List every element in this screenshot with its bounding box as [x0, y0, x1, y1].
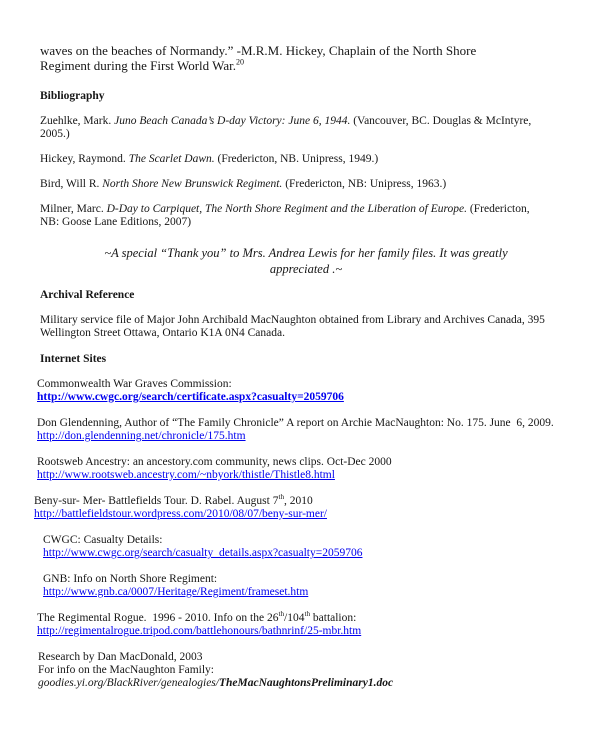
site-label: CWGC: Casualty Details: — [43, 534, 163, 546]
bib-publisher-cont: NB: Goose Lane Editions, 2007) — [40, 216, 192, 228]
internet-item-cwgc-casualty — [43, 534, 572, 560]
site-label-cont: battalion: — [310, 612, 357, 624]
internet-item-glendenning — [37, 417, 572, 443]
internet-item-beny-sur-mer — [34, 495, 572, 521]
cwgc-certificate-link[interactable]: http://www.cwgc.org/search/certificate.aspx?casualty=2059706 — [37, 391, 344, 403]
bib-publisher-cont: 2005.) — [40, 128, 70, 140]
quote-line1: waves on the beaches of Normandy.” -M.R.M. Hickey, Chaplain of the North Shore — [40, 43, 477, 58]
internet-item-gnb — [43, 573, 572, 599]
gnb-regiment-link[interactable]: http://www.gnb.ca/0007/Heritage/Regiment/frameset.htm — [43, 586, 309, 598]
footnote-reference: 20 — [236, 57, 245, 67]
bib-title: Juno Beach Canada’s D-day Victory: June 6, 1944. — [114, 115, 351, 127]
bib-title: The Scarlet Dawn. — [128, 153, 215, 165]
bib-author: Milner, Marc. — [40, 203, 107, 215]
acknowledgement-note — [40, 245, 572, 277]
site-label: GNB: Info on North Shore Regiment: — [43, 573, 218, 585]
bib-publisher: (Vancouver, BC. Douglas & McIntyre, — [350, 115, 532, 127]
internet-item-rootsweb — [37, 456, 572, 482]
quote-line2: Regiment during the First World War. — [40, 58, 237, 73]
bib-publisher: (Fredericton, NB: Unipress, 1963.) — [282, 178, 447, 190]
archival-reference-text: Military service file of Major John Archibald MacNaughton obtained from Library and Archives Canada, 395 Wellington Street Ottawa, Ontario K1A 0N4 Canada. — [40, 314, 548, 339]
rootsweb-thistle-link[interactable]: http://www.rootsweb.ancestry.com/~nbyork/thistle/Thistle8.html — [37, 469, 335, 481]
bib-publisher: (Fredericton, NB. Unipress, 1949.) — [214, 153, 379, 165]
bibliography-entry-zuehlke — [40, 115, 572, 141]
battlefieldstour-link[interactable]: http://battlefieldstour.wordpress.com/2010/08/07/beny-sur-mer/ — [34, 508, 327, 520]
ordinal-superscript: th — [278, 493, 285, 502]
internet-item-regimental-rogue — [37, 612, 572, 638]
ordinal-superscript: th — [278, 610, 285, 619]
glendenning-chronicle-link[interactable]: http://don.glendenning.net/chronicle/175.htm — [37, 430, 246, 442]
research-path-filename: TheMacNaughtonsPreliminary1.doc — [218, 677, 394, 689]
site-label: Beny-sur- Mer- Battlefields Tour. D. Rabel. August 7 — [34, 495, 279, 507]
quote-paragraph — [40, 43, 572, 73]
site-label: The Regimental Rogue. 1996 - 2010. Info on the 26 — [37, 612, 279, 624]
research-line2: For info on the MacNaughton Family: — [38, 664, 214, 676]
ordinal-superscript: th — [304, 610, 311, 619]
research-path-pre: goodies.yi.org/BlackRiver/genealogies/ — [38, 677, 219, 689]
bib-author: Bird, Will R. — [40, 178, 103, 190]
site-label: Commonwealth War Graves Commission: — [37, 378, 232, 390]
site-label-mid: /104 — [284, 612, 305, 624]
site-label: Don Glendenning, Author of “The Family Chronicle” A report on Archie MacNaughton: No. 175. June 6, 2009. — [37, 417, 554, 429]
archival-reference-heading: Archival Reference — [40, 289, 135, 301]
research-line1: Research by Dan MacDonald, 2003 — [38, 651, 203, 663]
internet-item-cwgc-certificate — [37, 378, 572, 404]
bib-author: Hickey, Raymond. — [40, 153, 129, 165]
cwgc-casualty-details-link[interactable]: http://www.cwgc.org/search/casualty_details.aspx?casualty=2059706 — [43, 547, 363, 559]
acknowledgement-line2: appreciated .~ — [269, 262, 343, 276]
research-file-path — [38, 677, 393, 689]
bibliography-heading: Bibliography — [40, 90, 105, 102]
bibliography-entry-milner — [40, 203, 572, 229]
bibliography-entry-hickey — [40, 153, 572, 166]
regimental-rogue-link[interactable]: http://regimentalrogue.tripod.com/battlehonours/bathnrinf/25-mbr.htm — [37, 625, 362, 637]
bib-title: D-Day to Carpiquet, The North Shore Regiment and the Liberation of Europe. — [106, 203, 468, 215]
bibliography-entry-bird — [40, 178, 572, 191]
bib-publisher: (Fredericton, — [467, 203, 530, 215]
site-label-cont: , 2010 — [284, 495, 313, 507]
internet-sites-heading: Internet Sites — [40, 353, 107, 365]
acknowledgement-line1: ~A special “Thank you” to Mrs. Andrea Lewis for her family files. It was greatly — [104, 246, 508, 260]
site-label: Rootsweb Ancestry: an ancestory.com community, news clips. Oct-Dec 2000 — [37, 456, 392, 468]
bib-title: North Shore New Brunswick Regiment. — [102, 178, 283, 190]
research-credit-block — [38, 651, 572, 690]
bib-author: Zuehlke, Mark. — [40, 115, 115, 127]
